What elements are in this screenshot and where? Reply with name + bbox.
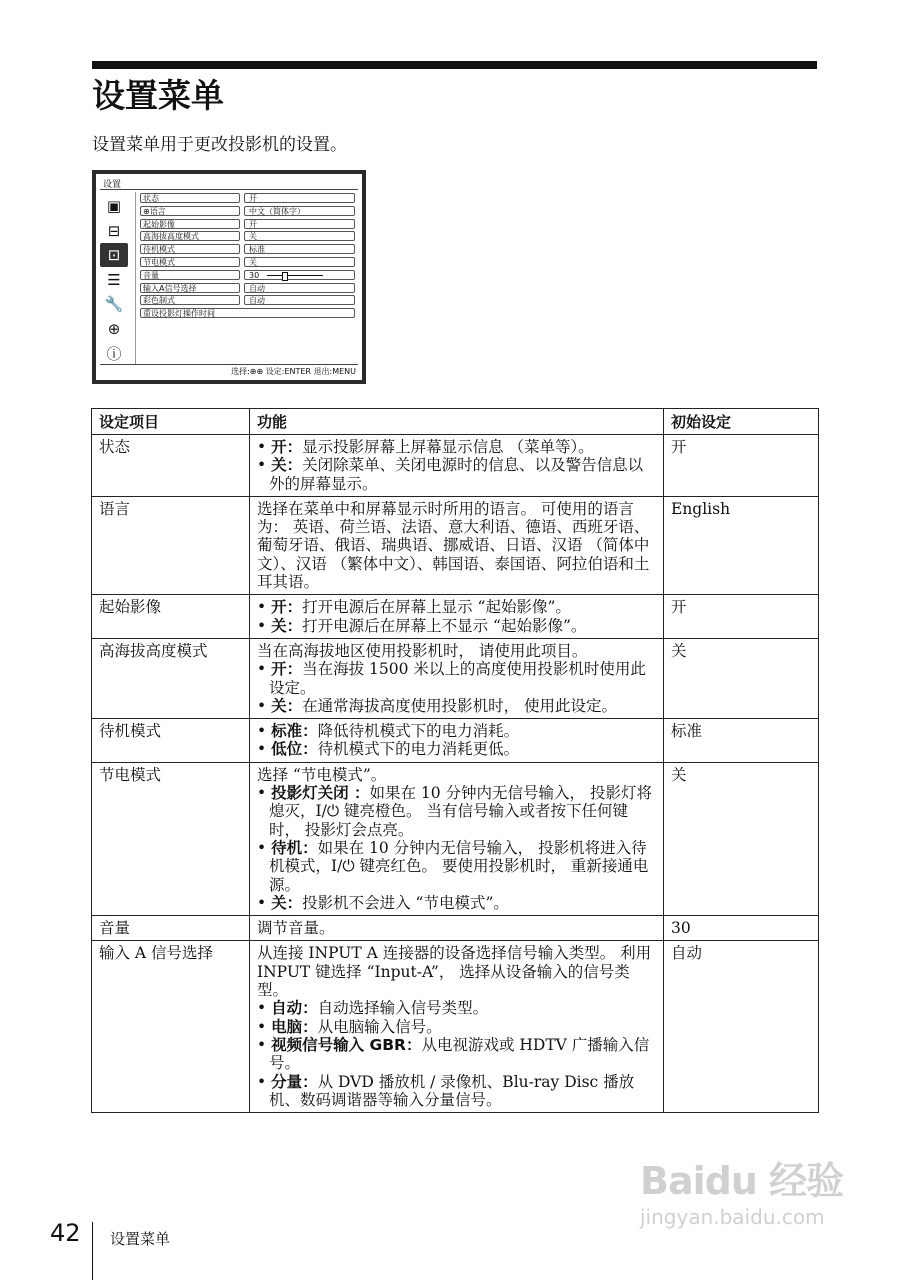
option-name: 关： <box>271 616 303 635</box>
option-description: 待机模式下的电力消耗更低。 <box>317 740 520 759</box>
osd-row[interactable] <box>140 283 356 295</box>
osd-row-label: 重设投影灯操作时间 <box>140 308 355 318</box>
wrench-icon[interactable]: 🔧 <box>104 295 124 313</box>
function-bullet: • 开：打开电源后在屏幕上显示 “起始影像”。 <box>257 598 571 617</box>
page-number: 42 <box>50 1219 81 1247</box>
setting-function <box>250 496 664 594</box>
table-row <box>92 496 819 594</box>
function-bullet: • 开：显示投影屏幕上屏幕显示信息 （菜单等）。 <box>257 438 594 456</box>
osd-row-label: 状态 <box>140 193 240 203</box>
info-icon[interactable]: ⓘ <box>106 344 122 363</box>
screen-icon[interactable]: ⊟ <box>107 221 121 240</box>
osd-footer-hint: 选择:⊕⊕ 设定:ENTER 退出:MENU <box>231 367 356 376</box>
function-text: 从连接 INPUT A 连接器的设备选择信号输入类型。 利用 INPUT 键选择 “Input-A”， 选择从设备输入的信号类型。 <box>257 944 652 1000</box>
volume-slider[interactable] <box>267 275 323 277</box>
osd-icon-column <box>100 194 132 366</box>
settings-toolbox-icon[interactable]: ⊡ <box>100 243 128 267</box>
osd-setting-rows <box>140 193 356 321</box>
osd-row[interactable] <box>140 257 356 269</box>
table-header-row <box>92 409 819 435</box>
settings-table <box>91 408 819 1113</box>
setting-default: 关 <box>664 638 819 718</box>
osd-row[interactable] <box>140 270 356 282</box>
table-row <box>92 638 819 718</box>
function-bullet: • 分量：从 DVD 播放机 / 录像机、Blu-ray Disc 播放机、数码调谐器等输入分量信号。 <box>257 1072 635 1109</box>
function-text: 当在高海拔地区使用投影机时， 请使用此项目。 <box>257 641 588 660</box>
function-text: 选择在菜单中和屏幕显示时所用的语言。 可使用的语言为： 英语、荷兰语、法语、意大利语、德语、西班牙语、葡萄牙语、俄语、瑞典语、挪威语、日语、汉语 （简体中文）、汉语 （繁体中文）、韩国语、泰国语、阿拉伯语和土耳其语。 <box>257 499 650 592</box>
setting-item: 节电模式 <box>92 762 250 915</box>
osd-row-value: 中文（简体字） <box>244 206 355 216</box>
osd-row-label: ⊕语言 <box>140 206 240 216</box>
watermark-sub: jingyan.baidu.com <box>640 1205 825 1229</box>
osd-row-label: 起始影像 <box>140 219 240 229</box>
globe-icon[interactable]: ⊕ <box>107 319 121 338</box>
setting-default: 自动 <box>664 941 819 1113</box>
option-name: 电脑： <box>271 1017 318 1036</box>
option-description: 如果在 10 分钟内无信号输入， 投影灯将熄灭，I/⏻ 键亮橙色。 当有信号输入或者按下任何键时， 投影灯会点亮。 <box>269 784 652 839</box>
option-name: 关： <box>271 696 303 715</box>
option-description: 从电脑输入信号。 <box>317 1017 442 1036</box>
setting-default: 开 <box>664 435 819 497</box>
function-bullet: • 投影灯关闭 ：如果在 10 分钟内无信号输入， 投影灯将熄灭，I/⏻ 键亮橙色。 当有信号输入或者按下任何键时， 投影灯会点亮。 <box>257 784 652 839</box>
baidu-watermark <box>640 1150 850 1245</box>
option-description: 在通常海拔高度使用投影机时， 使用此设定。 <box>302 696 618 715</box>
option-description: 从电视游戏或 HDTV 广播输入信号。 <box>269 1035 650 1073</box>
osd-row[interactable] <box>140 219 356 231</box>
option-description: 如果在 10 分钟内无信号输入， 投影机将进入待机模式，I/⏻ 键亮红色。 要使用投影机时， 重新接通电源。 <box>269 838 649 894</box>
function-bullet: • 开：当在海拔 1500 米以上的高度使用投影机时使用此设定。 <box>257 660 646 697</box>
setting-default: English <box>664 496 819 594</box>
osd-row-value: 开 <box>244 193 355 203</box>
top-rule <box>92 61 817 69</box>
option-description: 当在海拔 1500 米以上的高度使用投影机时使用此设定。 <box>269 660 646 697</box>
table-row <box>92 941 819 1113</box>
function-text: 选择 “节电模式”。 <box>257 765 387 784</box>
picture-icon[interactable]: ▣ <box>106 197 122 215</box>
option-name: 标准： <box>271 722 318 741</box>
option-description: 关闭除菜单、关闭电源时的信息、以及警告信息以外的屏幕显示。 <box>269 456 644 493</box>
page-title: 设置菜单 <box>92 76 224 115</box>
footer-section-label: 设置菜单 <box>110 1230 171 1248</box>
osd-row[interactable] <box>140 231 356 243</box>
option-description: 投影机不会进入 “节电模式”。 <box>302 893 509 912</box>
setting-function <box>250 762 664 915</box>
setting-function <box>250 638 664 718</box>
watermark-main: Baidu 经验 <box>640 1159 844 1203</box>
osd-row-label: 待机模式 <box>140 244 240 254</box>
option-name: 投影灯关闭 ： <box>271 784 370 803</box>
osd-row-value: 30 <box>244 270 355 280</box>
osd-row[interactable] <box>140 244 356 256</box>
setting-item: 音量 <box>92 916 250 941</box>
setting-function <box>250 435 664 497</box>
osd-row-label: 节电模式 <box>140 257 240 267</box>
setting-default: 30 <box>664 916 819 941</box>
function-bullet: • 低位：待机模式下的电力消耗更低。 <box>257 740 520 759</box>
function-bullet: • 视频信号输入 GBR：从电视游戏或 HDTV 广播输入信号。 <box>257 1035 650 1073</box>
setting-item: 输入 A 信号选择 <box>92 941 250 1113</box>
function-bullet: • 标准：降低待机模式下的电力消耗。 <box>257 722 520 741</box>
osd-row[interactable] <box>140 206 356 218</box>
option-description: 打开电源后在屏幕上显示 “起始影像”。 <box>302 598 571 617</box>
function-bullet: • 自动：自动选择输入信号类型。 <box>257 999 489 1018</box>
setting-default: 关 <box>664 762 819 915</box>
osd-row[interactable] <box>140 295 356 307</box>
osd-row-label: 输入A信号选择 <box>140 283 240 293</box>
setting-item: 起始影像 <box>92 595 250 639</box>
option-description: 自动选择输入信号类型。 <box>317 999 489 1018</box>
osd-row[interactable] <box>140 308 356 320</box>
function-text: 调节音量。 <box>257 919 335 938</box>
table-row <box>92 719 819 763</box>
table-row <box>92 595 819 639</box>
option-name: 开： <box>271 438 303 456</box>
option-name: 分量： <box>271 1072 318 1091</box>
function-bullet: • 关：关闭除菜单、关闭电源时的信息、以及警告信息以外的屏幕显示。 <box>257 456 644 493</box>
option-name: 低位： <box>271 740 318 759</box>
function-bullet: • 关：打开电源后在屏幕上不显示 “起始影像”。 <box>257 616 587 635</box>
option-description: 从 DVD 播放机 / 录像机、Blu-ray Disc 播放机、数码调谐器等输入分量信号。 <box>269 1072 635 1109</box>
footer-rule <box>92 1222 93 1280</box>
option-description: 显示投影屏幕上屏幕显示信息 （菜单等）。 <box>302 438 594 456</box>
osd-row-value: 关 <box>244 231 355 241</box>
table-row <box>92 435 819 497</box>
osd-row[interactable] <box>140 193 356 205</box>
setting-function <box>250 941 664 1113</box>
osd-row-value: 自动 <box>244 283 355 293</box>
option-name: 自动： <box>271 999 318 1018</box>
header-item: 设定项目 <box>92 409 250 435</box>
option-name: 视频信号输入 GBR： <box>271 1035 422 1054</box>
osd-row-label: 彩色制式 <box>140 295 240 305</box>
table-row <box>92 762 819 915</box>
osd-row-label: 音量 <box>140 270 240 280</box>
setting-item: 待机模式 <box>92 719 250 763</box>
osd-row-value: 自动 <box>244 295 355 305</box>
osd-row-value: 标准 <box>244 244 355 254</box>
osd-row-label: 高海拔高度模式 <box>140 231 240 241</box>
setting-function <box>250 916 664 941</box>
volume-slider-knob[interactable] <box>282 272 288 281</box>
option-description: 打开电源后在屏幕上不显示 “起始影像”。 <box>302 616 587 635</box>
setting-default: 开 <box>664 595 819 639</box>
header-default: 初始设定 <box>664 409 819 435</box>
osd-menu-screenshot <box>92 170 366 384</box>
option-name: 关： <box>271 456 303 475</box>
table-row <box>92 916 819 941</box>
function-bullet: • 关：投影机不会进入 “节电模式”。 <box>257 893 509 912</box>
option-description: 降低待机模式下的电力消耗。 <box>317 722 520 741</box>
function-bullet: • 待机：如果在 10 分钟内无信号输入， 投影机将进入待机模式，I/⏻ 键亮红色。 要使用投影机时， 重新接通电源。 <box>257 838 649 894</box>
intro-text: 设置菜单用于更改投影机的设置。 <box>92 135 347 155</box>
setting-function <box>250 719 664 763</box>
option-name: 开： <box>271 598 303 617</box>
option-name: 关： <box>271 893 303 912</box>
function-bullet: • 关：在通常海拔高度使用投影机时， 使用此设定。 <box>257 696 618 715</box>
setting-item: 语言 <box>92 496 250 594</box>
list-icon[interactable]: ☰ <box>107 270 121 289</box>
osd-row-value: 开 <box>244 219 355 229</box>
osd-row-value: 关 <box>244 257 355 267</box>
option-name: 待机： <box>271 838 318 857</box>
osd-title: 设置 <box>103 180 122 190</box>
setting-item: 状态 <box>92 435 250 497</box>
setting-default: 标准 <box>664 719 819 763</box>
header-function: 功能 <box>250 409 664 435</box>
setting-function <box>250 595 664 639</box>
function-bullet: • 电脑：从电脑输入信号。 <box>257 1017 442 1036</box>
option-name: 开： <box>271 660 303 679</box>
setting-item: 高海拔高度模式 <box>92 638 250 718</box>
